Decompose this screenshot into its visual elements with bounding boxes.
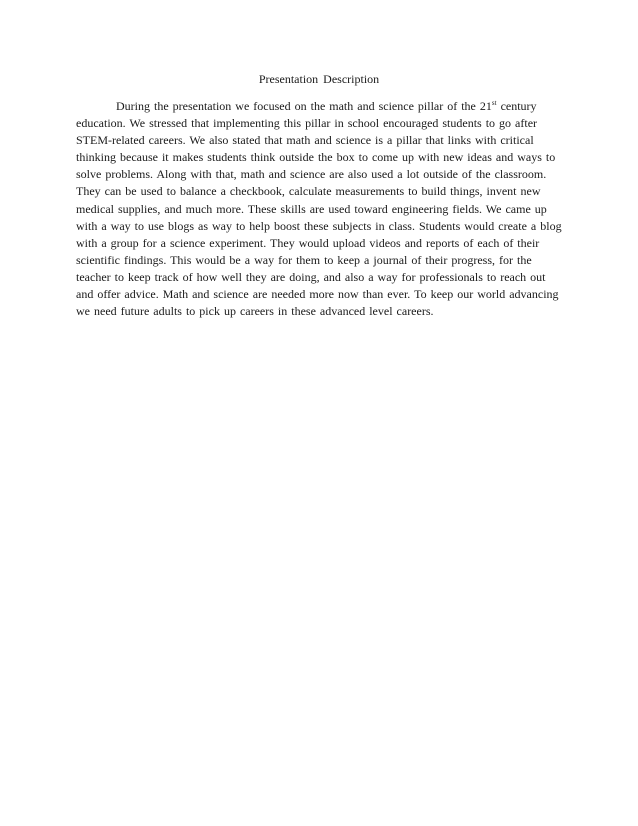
ordinal-superscript: st bbox=[491, 99, 497, 107]
body-paragraph bbox=[76, 98, 566, 320]
paragraph-text-part2: century education. We stressed that implementing this pillar in school encouraged students to go after STEM-related careers. We also stated that math and science is a pillar that links with critical thinking because it makes students think outside the box to come up with new ideas and ways to solve problems. Along with that, math and science are also used a lot outside of the classroom. They can be used to balance a checkbook, calculate measurements to build things, invent new medical supplies, and much more. These skills are used toward engineering fields. We came up with a way to use blogs as way to help boost these subjects in class. Students would create a blog with a group for a science experiment. They would upload videos and reports of each of their scientific findings. This would be a way for them to keep a journal of their progress, for the teacher to keep track of how well they are doing, and also a way for professionals to reach out and offer advice. Math and science are needed more now than ever. To keep our world advancing we need future adults to pick up careers in these advanced level careers. bbox=[76, 99, 562, 319]
paragraph-text-part1: During the presentation we focused on the math and science pillar of the 21 bbox=[116, 99, 492, 113]
page-title: Presentation Description bbox=[258, 72, 380, 86]
